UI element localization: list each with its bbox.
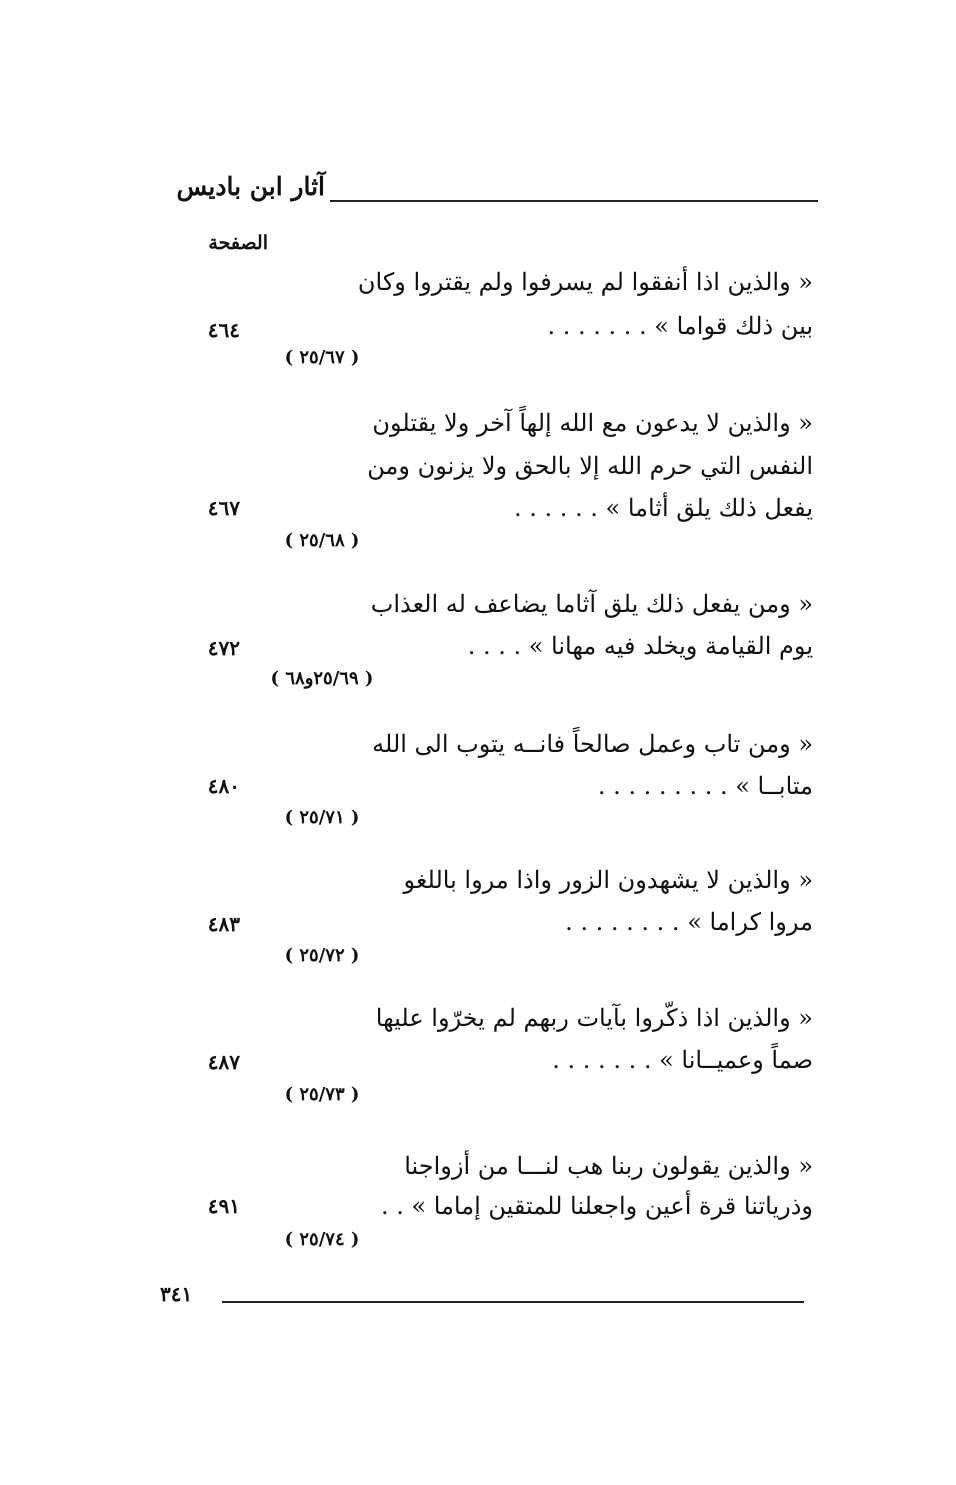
verse-reference: ( ٢٥/٦٨ ) <box>284 530 360 551</box>
verse-reference: ( ٢٥/٧٢ ) <box>284 945 360 966</box>
verse-line: « والذين يقولون ربنا هب لنـــا من أزواجنا <box>404 1152 813 1180</box>
page-number-ref: ٤٦٧ <box>207 496 240 520</box>
footer-rule <box>222 1301 804 1303</box>
page-number-ref: ٤٩١ <box>207 1194 240 1218</box>
verse-line: يفعل ذلك يلق أثاما » . . . . . . <box>513 494 813 522</box>
verse-reference: ( ٢٥/٦٧ ) <box>284 347 360 368</box>
verse-line: « ومن تاب وعمل صالحاً فانــه يتوب الى الله <box>372 730 813 758</box>
verse-line: « ومن يفعل ذلك يلق آثاما يضاعف له العذاب <box>370 590 813 618</box>
verse-line: مروا كراما » . . . . . . . . <box>565 908 813 936</box>
verse-reference: ( ٢٥/٧١ ) <box>284 807 360 828</box>
verse-line: وذرياتنا قرة أعين واجعلنا للمتقين إماما » . . <box>380 1192 813 1220</box>
verse-line: يوم القيامة ويخلد فيه مهانا » . . . . <box>467 632 813 660</box>
page-number-ref: ٤٨٧ <box>207 1050 240 1074</box>
verse-line: « والذين اذا ذكّروا بآيات ربهم لم يخرّوا عليها <box>375 1004 813 1032</box>
verse-line: « والذين اذا أنفقوا لم يسرفوا ولم يقتروا وكان <box>357 268 813 296</box>
verse-line: متابــا » . . . . . . . . . <box>597 772 813 800</box>
footer-page-number: ٣٤١ <box>160 1282 193 1306</box>
verse-reference: ( ٢٥/٦٩و٦٨ ) <box>270 668 374 689</box>
running-header-title: آثار ابن باديس <box>176 172 325 201</box>
verse-line: « والذين لا يدعون مع الله إلهاً آخر ولا يقتلون <box>372 409 813 437</box>
page-number-ref: ٤٦٤ <box>207 318 240 342</box>
verse-reference: ( ٢٥/٧٣ ) <box>284 1084 360 1105</box>
verse-line: « والذين لا يشهدون الزور واذا مروا باللغو <box>403 866 813 894</box>
verse-line: النفس التي حرم الله إلا بالحق ولا يزنون ومن <box>367 452 813 480</box>
verse-line: صماً وعميــانا » . . . . . . . <box>552 1046 813 1074</box>
header-rule <box>330 200 818 202</box>
verse-line: بين ذلك قواما » . . . . . . . <box>547 312 813 340</box>
verse-reference: ( ٢٥/٧٤ ) <box>284 1229 360 1250</box>
page-number-ref: ٤٨٠ <box>207 774 240 798</box>
page-number-ref: ٤٨٣ <box>207 912 240 936</box>
page-number-ref: ٤٧٢ <box>207 636 240 660</box>
page-column-heading: الصفحة <box>208 232 268 254</box>
